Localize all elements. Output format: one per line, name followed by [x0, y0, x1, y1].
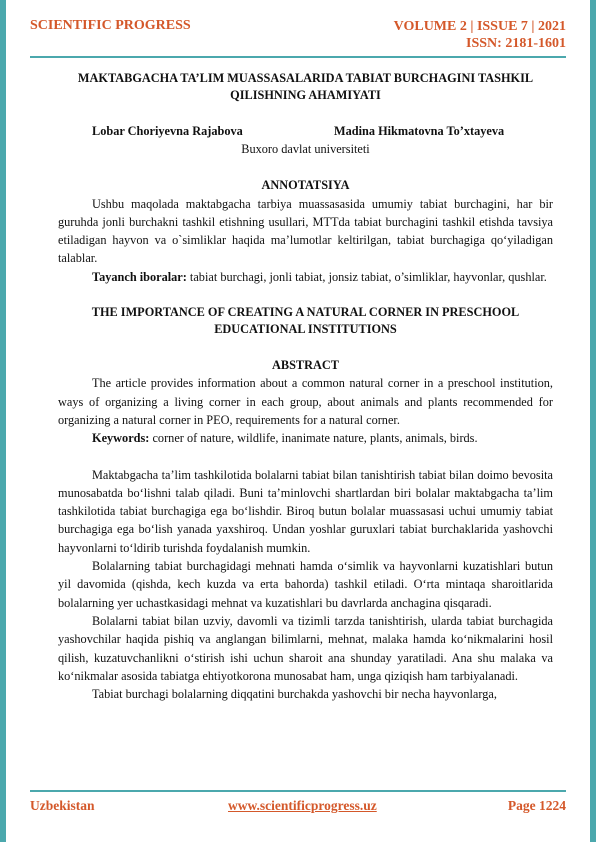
- keywords-uz: [58, 268, 553, 286]
- footer-rule: [30, 790, 566, 792]
- issn: ISSN: 2181-1601: [466, 36, 566, 51]
- keywords-uz-label: Tayanch iboralar:: [92, 269, 187, 284]
- keywords-en: [58, 429, 553, 447]
- article-body: [58, 70, 553, 703]
- volume-issue: VOLUME 2 | ISSUE 7 | 2021: [393, 19, 566, 34]
- keywords-en-text: corner of nature, wildlife, inanimate nature, plants, animals, birds.: [149, 431, 478, 446]
- article-title-en: THE IMPORTANCE OF CREATING A NATURAL CORNER IN PRESCHOOL EDUCATIONAL INSTITUTIONS: [91, 305, 520, 337]
- affiliation: Buxoro davlat universiteti: [241, 142, 370, 156]
- abstract-text: The article provides information about a common natural corner in a preschool institution, ways of organizing a living corner in each group, about animals and plants recommended for organizing a natural corner in PEO, requirements for a natural corner.: [58, 376, 553, 427]
- header-rule: [30, 56, 566, 58]
- page-header: [30, 16, 566, 60]
- body-paragraph: Tabiat burchagi bolalarning diqqatini burchakda yashovchi bir necha hayvonlarga,: [92, 687, 497, 702]
- author-2: Madina Hikmatovna To’xtayeva: [334, 124, 505, 138]
- left-border-bar: [0, 0, 6, 842]
- body-paragraph: Maktabgacha ta’lim tashkilotida bolalarni tabiat bilan tanishtirish tabiat bilan doimo bevosita munosabatda bo‘lishni talab qiladi. Buni ta’minlovchi shartlardan biri bolalar maktabgacha ta’lim tashkilotida tabiat burchagiga ega bo‘lishdir. Biroq butun bolalar muassasasi uchui umumiy tabiat burchagiga ega bo‘lish yanada yaxshiroq. Undan yoshlar guruxlari tabiat burchaklarida yashovchi hayvonlarni to‘ldirib turishda foydalanish mumkin.: [58, 467, 553, 555]
- footer-country: Uzbekistan: [30, 798, 95, 813]
- author-1: Lobar Choriyevna Rajabova: [92, 124, 243, 138]
- annotation-heading: ANNOTATSIYA: [261, 178, 350, 193]
- right-border-bar: [590, 0, 596, 842]
- authors: [58, 122, 553, 140]
- journal-name: SCIENTIFIC PROGRESS: [30, 18, 191, 33]
- footer-website-link[interactable]: www.scientificprogress.uz: [228, 798, 377, 813]
- body-paragraph: Bolalarning tabiat burchagidagi mehnati hamda o‘simlik va hayvonlarni kuzatishlari butun yil davomida (qishda, kech kuzda va erta bahorda) tashkil etiladi. O‘rta mintaqa sharoitlarida bolalarning yer uchastkasidagi mehnat va kuzatishlari bu davrlarda anchagina qisqaradi.: [58, 559, 553, 610]
- keywords-en-label: Keywords:: [92, 431, 150, 446]
- issue-info: [394, 18, 566, 52]
- keywords-uz-text: tabiat burchagi, jonli tabiat, jonsiz tabiat, o’simliklar, hayvonlar, qushlar.: [186, 269, 547, 284]
- body-paragraph: Bolalarni tabiat bilan uzviy, davomli va tizimli tarzda tanishtirish, ularda tabiat burchagida yashovchilar haqida pishiq va anglangan bilimlarni, mehnat, malaka hamda ko‘nikmalarini hosil qilish, kuzatuvchanlikni o‘stirish ishi uchun sharoit ana shunday yaratiladi. Ana shu malaka va ko‘nikmalar asosida tabiatga ehtiyotkorona munosabat ham, unga qiziqish ham tarbiyalanadi.: [58, 613, 553, 683]
- abstract-heading: ABSTRACT: [272, 358, 339, 373]
- annotation-text: Ushbu maqolada maktabgacha tarbiya muassasasida umumiy tabiat burchagini, har bir guruhda jonli burchakni tashkil etishning usullari, MTTda tabiat burchagini tashkil etishda tavsiya etiladigan hayvon va o`simliklar haqida ma’lumotlar keltirilgan, tabiat burchagiga qo‘yiladigan talablar.: [58, 196, 553, 266]
- page-number: Page 1224: [507, 798, 566, 813]
- article-title-uz: MAKTABGACHA TA’LIM MUASSASALARIDA TABIAT BURCHAGINI TASHKIL QILISHNING AHAMIYATI: [77, 71, 534, 102]
